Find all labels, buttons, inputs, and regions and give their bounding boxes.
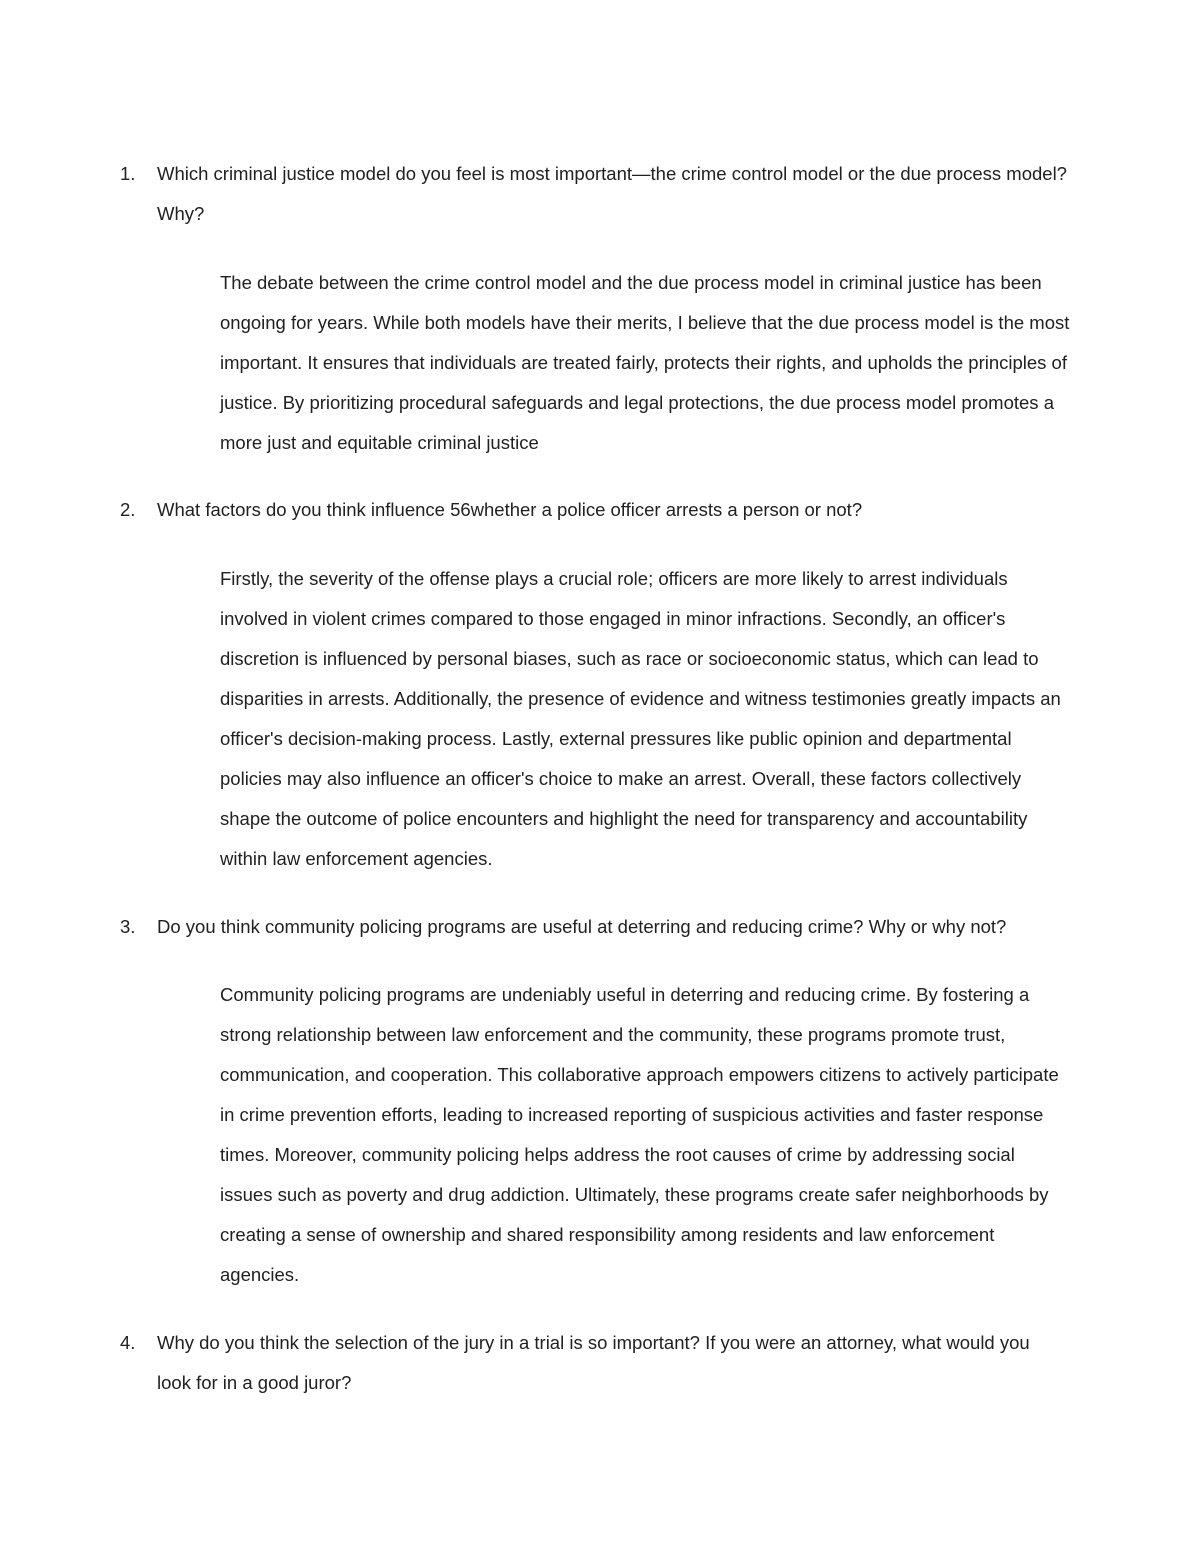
question-text: Why do you think the selection of the jury in a trial is so important? If you were an attorney, what would you look for in a good juror? (157, 1332, 1030, 1393)
qa-item-2 (0, 490, 1200, 530)
question-1 (120, 154, 1067, 234)
question-number: 2. (120, 499, 136, 520)
question-text: Which criminal justice model do you feel is most important—the crime control model or the due process model? Why? (157, 163, 1067, 224)
answer-2: Firstly, the severity of the offense plays a crucial role; officers are more likely to arrest individuals involved in violent crimes compared to those engaged in minor infractions. Secondly, an officer's discretion is influenced by personal biases, such as race or socioeconomic status, which can lead to disparities in arrests. Additionally, the presence of evidence and witness testimonies greatly impacts an officer's decision-making process. Lastly, external pressures like public opinion and departmental policies may also influence an officer's choice to make an arrest. Overall, these factors collectively shape the outcome of police encounters and highlight the need for transparency and accountability within law enforcement agencies. (220, 568, 1061, 869)
question-3 (120, 907, 1067, 947)
question-text: What factors do you think influence 56whether a police officer arrests a person or not? (157, 499, 863, 520)
question-2 (120, 490, 1067, 530)
qa-item-1 (0, 154, 1200, 234)
question-text: Do you think community policing programs are useful at deterring and reducing crime? Why or why not? (157, 916, 1007, 937)
question-number: 1. (120, 163, 136, 184)
answer-1: The debate between the crime control model and the due process model in criminal justice has been ongoing for years. While both models have their merits, I believe that the due process model is the most important. It ensures that individuals are treated fairly, protects their rights, and upholds the principles of justice. By prioritizing procedural safeguards and legal protections, the due process model promotes a more just and equitable criminal justice (220, 272, 1070, 453)
answer-block-2 (0, 559, 1200, 879)
question-4 (120, 1323, 1067, 1403)
answer-block-1 (0, 263, 1200, 463)
qa-item-3 (0, 907, 1200, 947)
qa-item-4 (0, 1323, 1200, 1403)
answer-3: Community policing programs are undeniably useful in deterring and reducing crime. By fostering a strong relationship between law enforcement and the community, these programs promote trust, communication, and cooperation. This collaborative approach empowers citizens to actively participate in crime prevention efforts, leading to increased reporting of suspicious activities and faster response times. Moreover, community policing helps address the root causes of crime by addressing social issues such as poverty and drug addiction. Ultimately, these programs create safer neighborhoods by creating a sense of ownership and shared responsibility among residents and law enforcement agencies. (220, 984, 1059, 1285)
answer-block-3 (0, 975, 1200, 1295)
question-number: 3. (120, 916, 136, 937)
question-number: 4. (120, 1332, 136, 1353)
